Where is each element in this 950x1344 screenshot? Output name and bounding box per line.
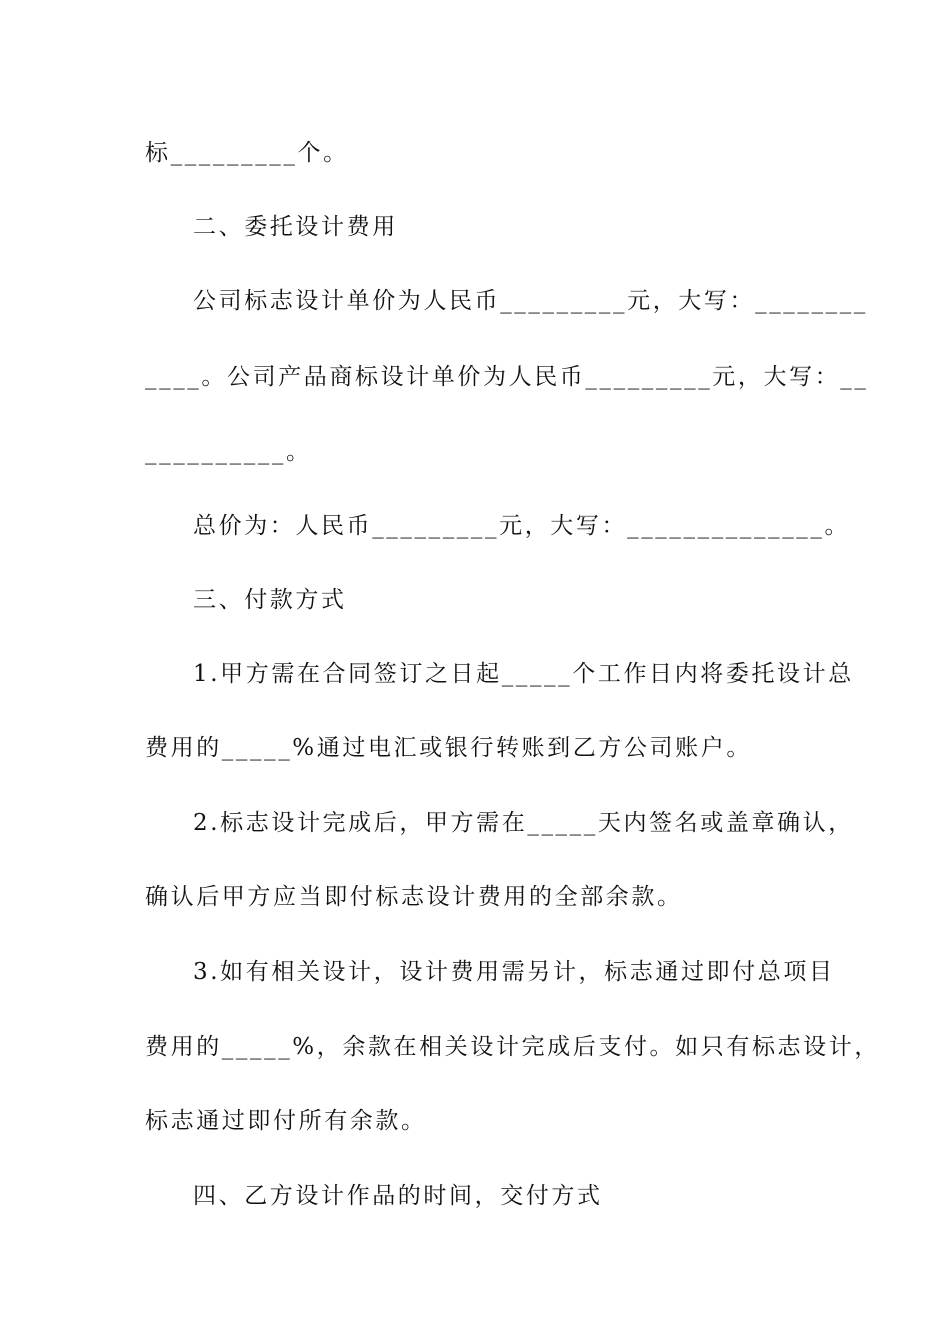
text-line-8: 1.甲方需在合同签订之日起_____个工作日内将委托设计总 <box>193 661 854 687</box>
text-line-14: 标志通过即付所有余款。 <box>145 1108 427 1134</box>
text-line-9: 费用的_____%通过电汇或银行转账到乙方公司账户。 <box>145 735 752 761</box>
text-line-3: 公司标志设计单价为人民币_________元，大写：________ <box>193 288 868 314</box>
text-line-1: 标_________个。 <box>145 140 349 166</box>
section-heading-fee: 二、委托设计费用 <box>193 214 398 240</box>
text-line-5: __________。 <box>145 439 312 465</box>
section-heading-payment: 三、付款方式 <box>193 587 347 613</box>
text-line-13: 费用的_____%，余款在相关设计完成后支付。如只有标志设计， <box>145 1034 880 1060</box>
text-line-4: ____。公司产品商标设计单价为人民币_________元，大写：__ <box>145 364 869 390</box>
text-line-total-price: 总价为：人民币_________元，大写：______________。 <box>193 513 851 539</box>
text-line-11: 确认后甲方应当即付标志设计费用的全部余款。 <box>145 884 683 910</box>
section-heading-delivery: 四、乙方设计作品的时间，交付方式 <box>193 1183 603 1209</box>
text-line-12: 3.如有相关设计，设计费用需另计，标志通过即付总项目 <box>193 959 835 985</box>
text-line-10: 2.标志设计完成后，甲方需在_____天内签名或盖章确认， <box>193 810 854 836</box>
